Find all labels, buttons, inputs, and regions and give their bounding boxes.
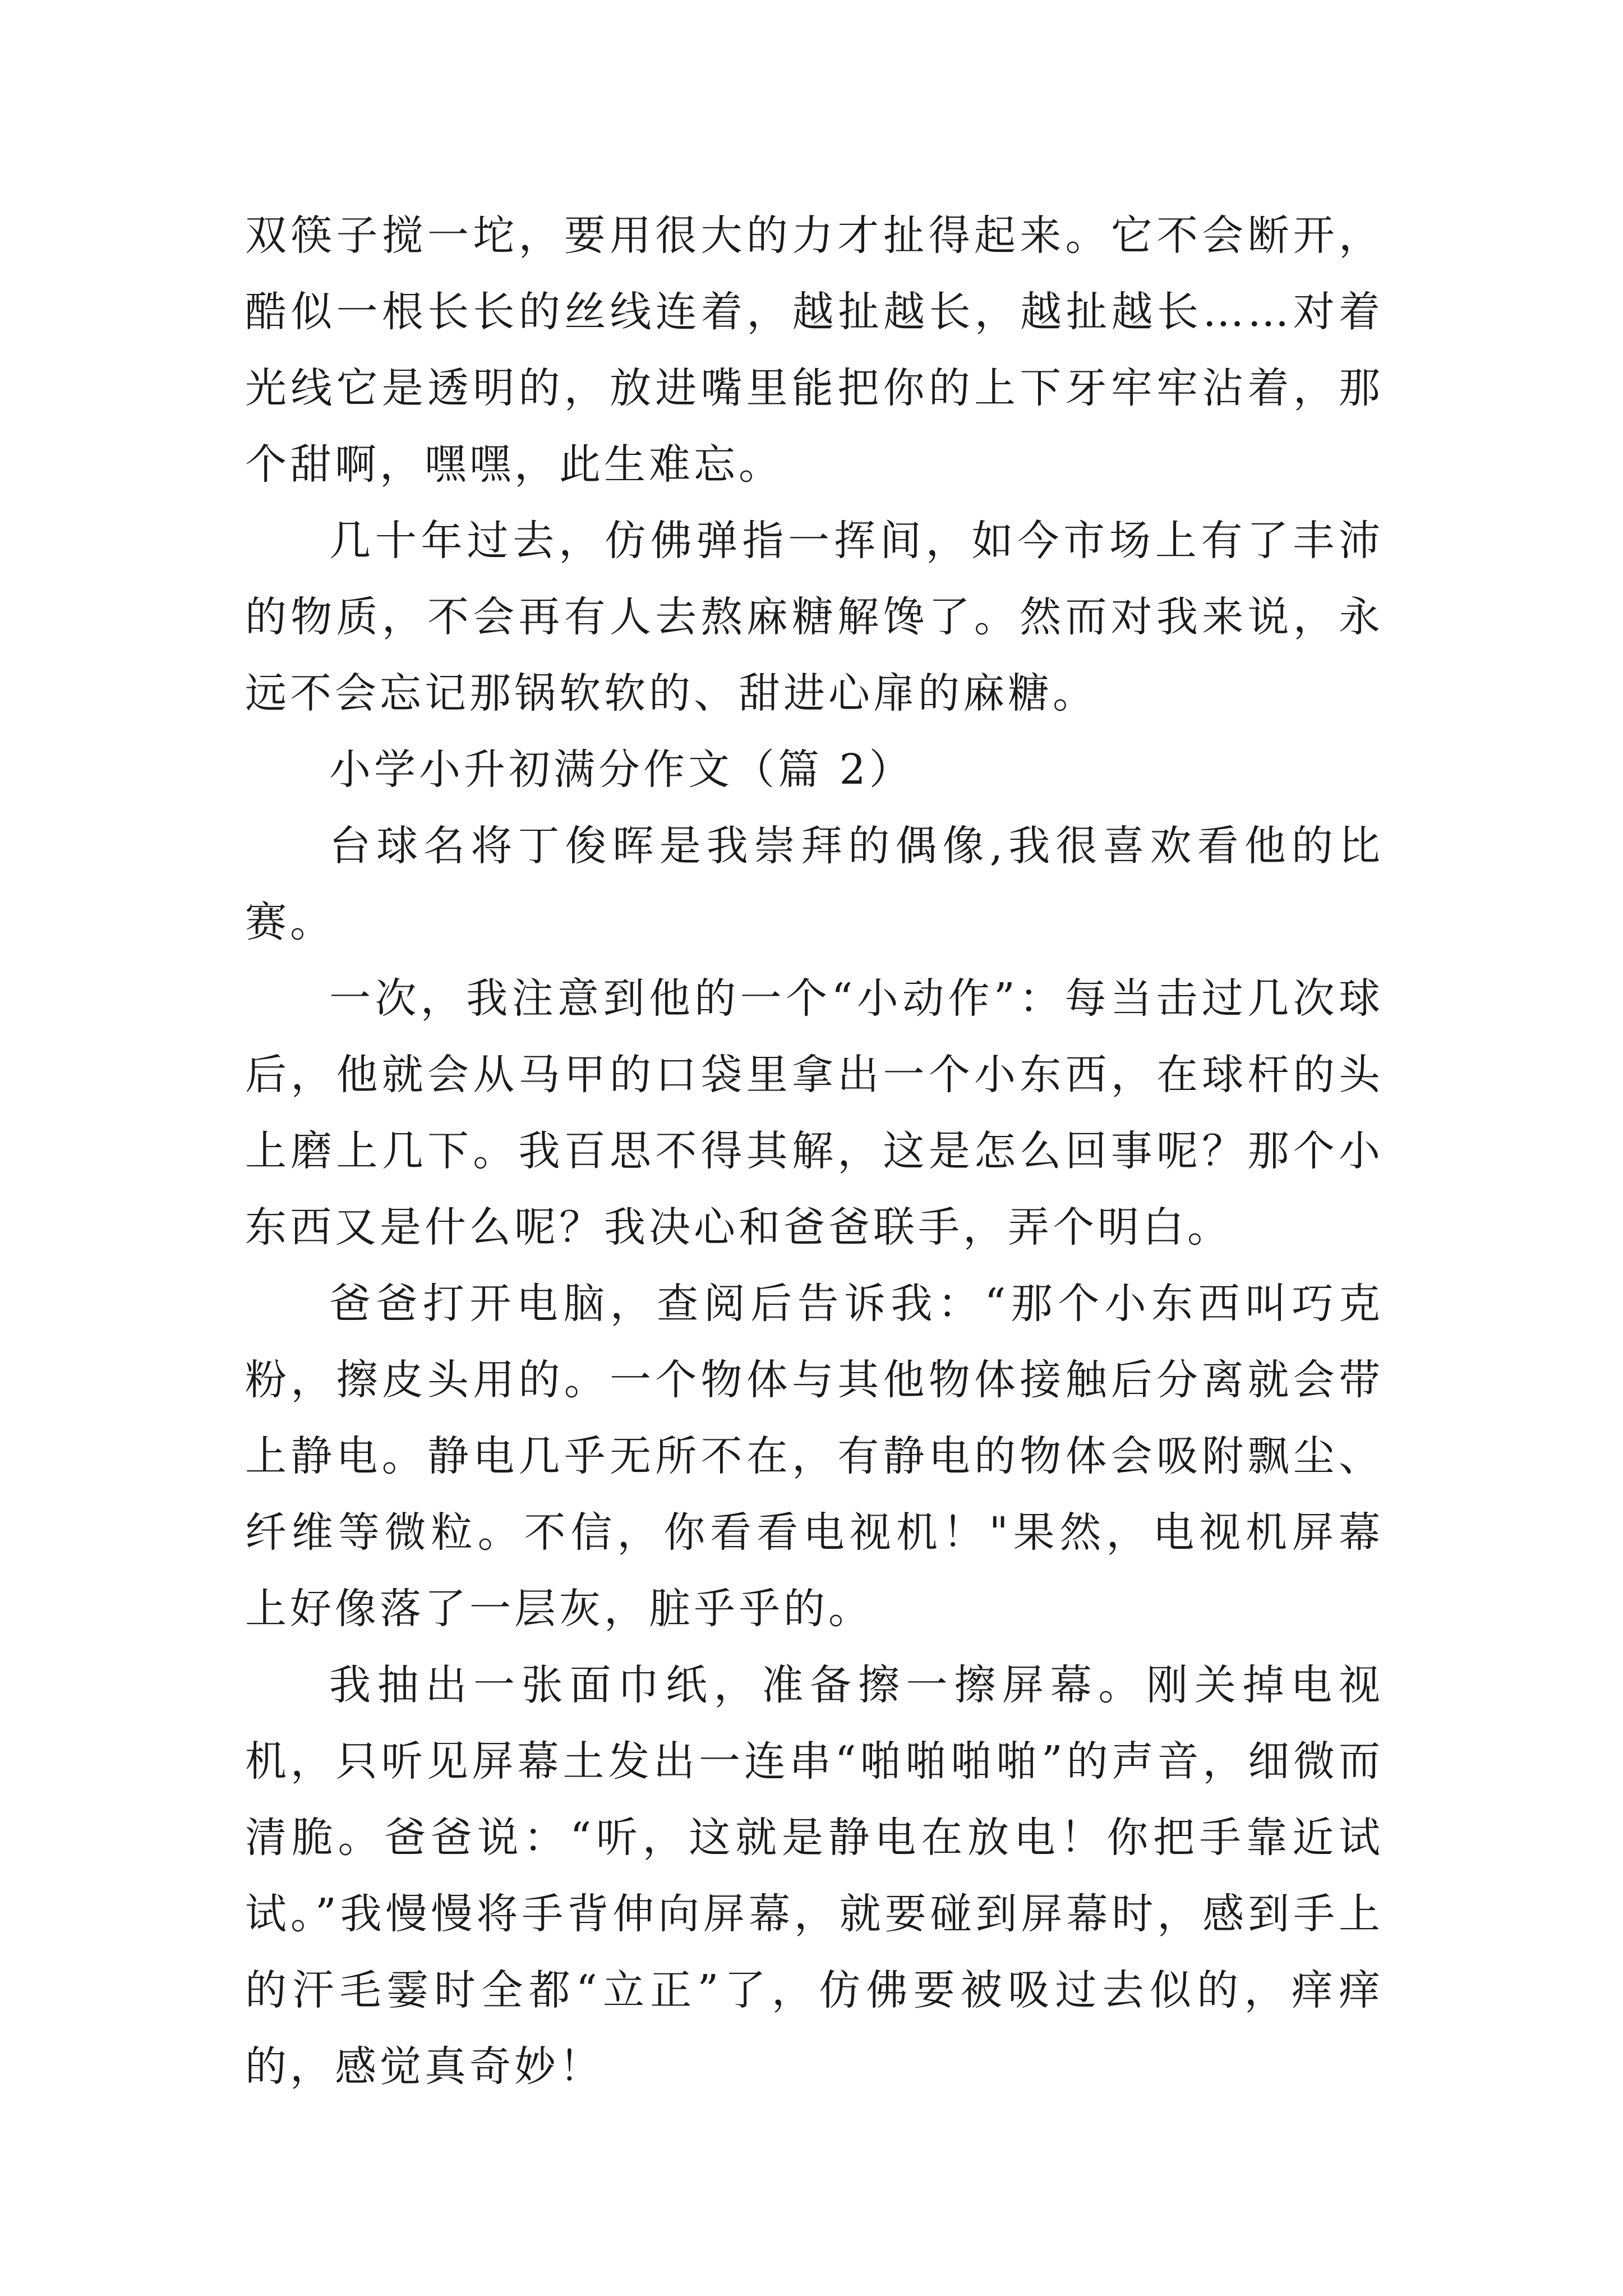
text-line: 嘿嘿，此生难忘。	[425, 440, 783, 489]
text-line: 后，他就会从马甲的口袋里拿出一个小东西，在球杆的头上	[245, 1051, 1384, 1175]
text-line: 物质，不会再有人去熬麻糖解馋了。然而对我来说，永远不	[245, 593, 1384, 717]
text-line: 台球名将丁俊晖是我崇拜的偶像,我很喜欢看他的比赛。	[245, 822, 1384, 946]
text-line: 会忘记那锅软软的、甜进心扉的麻糖。	[335, 669, 1098, 717]
heading-text: 小学小升初满分作文（篇 2）	[329, 746, 914, 794]
section-heading	[245, 731, 1384, 808]
text-line: 几十年过去，仿佛弹指一挥间，如今市场上有了丰沛的	[245, 517, 1384, 641]
paragraph	[245, 1266, 1384, 1647]
article-body	[245, 197, 1384, 2105]
paragraph	[245, 960, 1384, 1266]
paragraph	[245, 1647, 1384, 2105]
text-line: 不信，你看看电视机！"果然，电视机屏幕上好像落了一层	[245, 1508, 1384, 1633]
text-line: 灰，脏乎乎的。	[559, 1585, 873, 1633]
text-line: 全都“立正”了，仿佛要被吸过去似的，痒痒的，感觉真奇	[245, 1966, 1384, 2091]
text-line: 爸爸说：“听，这就是静电在放电！你把手靠近试试。”我慢	[245, 1814, 1384, 1938]
text-line: 一次，我注意到他的一个“小动作”：每当击过几次球	[329, 974, 1384, 1023]
text-line: 我抽出一张面巾纸，准备擦一擦屏幕。刚关掉电视机，	[245, 1661, 1384, 1786]
paragraph	[245, 197, 1384, 503]
text-line: 爸爸打开电脑，查阅后告诉我：“那个小东西叫巧克粉，	[245, 1280, 1384, 1404]
text-line: 只听见屏幕土发出一连串“啪啪啪啪”的声音，细微而清脆。	[245, 1737, 1384, 1862]
text-line: 磨上几下。我百思不得其解，这是怎么回事呢？那个小东西	[245, 1127, 1384, 1251]
text-line: 双筷子搅一坨，要用很大的力才扯得起来。它不会断开，酷	[245, 211, 1384, 336]
text-line: 擦皮头用的。一个物体与其他物体接触后分离就会带上静电。	[245, 1356, 1384, 1480]
text-line: 慢将手背伸向屏幕，就要碰到屏幕时，感到手上的汗毛霎时	[245, 1890, 1384, 2014]
paragraph	[245, 503, 1384, 731]
text-line: 它是透明的，放进嘴里能把你的上下牙牢牢沾着，那个甜啊，	[245, 364, 1384, 489]
text-line: 又是什么呢？我决心和爸爸联手，弄个明白。	[335, 1203, 1232, 1251]
text-line: 妙！	[514, 2042, 604, 2091]
paragraph	[245, 808, 1384, 960]
text-line: 静电几乎无所不在，有静电的物体会吸附飘尘、纤维等微粒。	[245, 1432, 1384, 1557]
text-line: 似一根长长的丝线连着，越扯越长，越扯越长……对着光线	[245, 288, 1384, 412]
